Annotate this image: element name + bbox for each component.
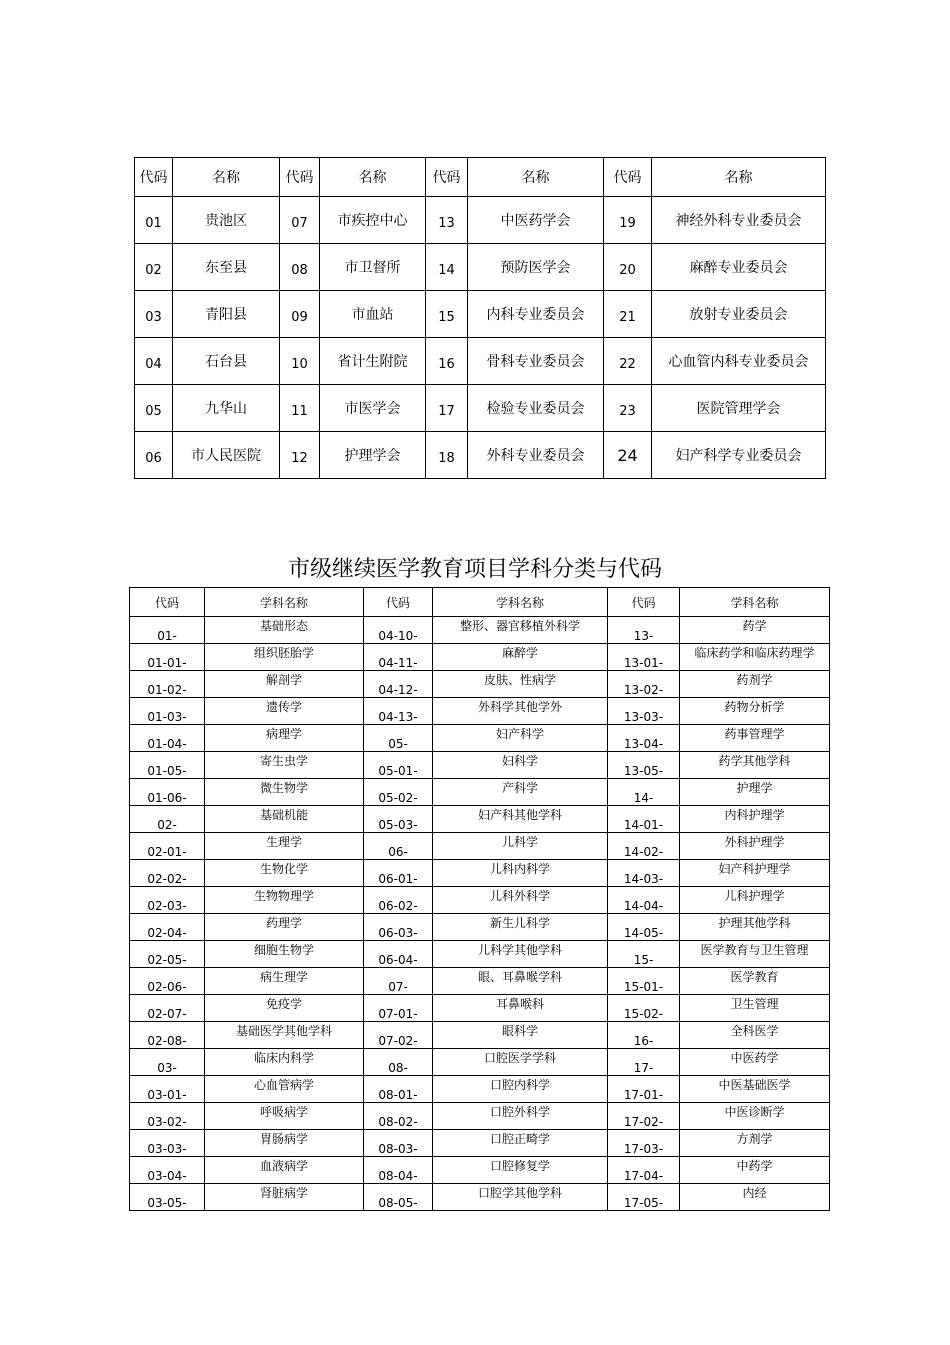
- code-cell: 03-03-: [130, 1130, 205, 1157]
- name-cell: 妇产科学专业委员会: [652, 432, 826, 479]
- subject-name-cell: 内经: [680, 1184, 830, 1211]
- subject-name-cell: 中药学: [680, 1157, 830, 1184]
- subject-name-cell: 皮肤、性病学: [433, 671, 608, 698]
- name-cell: 省计生附院: [320, 338, 426, 385]
- table-header-row: [130, 588, 830, 617]
- subject-name-cell: 口腔正畸学: [433, 1130, 608, 1157]
- subject-name-cell: 药事管理学: [680, 725, 830, 752]
- name-cell: 中医药学会: [468, 197, 604, 244]
- code-cell: 02-08-: [130, 1022, 205, 1049]
- code-cell: 02-05-: [130, 941, 205, 968]
- subject-name-cell: 产科学: [433, 779, 608, 806]
- code-cell: 04-12-: [364, 671, 433, 698]
- subject-name-cell: 血液病学: [205, 1157, 364, 1184]
- code-cell: 16: [426, 338, 468, 385]
- code-cell: 04: [135, 338, 173, 385]
- code-cell: 05: [135, 385, 173, 432]
- subject-name-cell: 医学教育: [680, 968, 830, 995]
- code-cell: 08-03-: [364, 1130, 433, 1157]
- table-row: [130, 1076, 830, 1103]
- subject-name-cell: 口腔修复学: [433, 1157, 608, 1184]
- code-cell: 01-06-: [130, 779, 205, 806]
- code-cell: 05-03-: [364, 806, 433, 833]
- name-cell: 预防医学会: [468, 244, 604, 291]
- subject-name-cell: 寄生虫学: [205, 752, 364, 779]
- subject-name-cell: 医学教育与卫生管理: [680, 941, 830, 968]
- name-cell: 青阳县: [173, 291, 280, 338]
- code-cell: 20: [604, 244, 652, 291]
- code-cell: 24: [604, 432, 652, 479]
- subject-name-cell: 儿科学: [433, 833, 608, 860]
- code-cell: 06-01-: [364, 860, 433, 887]
- table-row: [130, 671, 830, 698]
- subject-name-cell: 麻醉学: [433, 644, 608, 671]
- unit-code-table: [134, 157, 826, 479]
- code-cell: 08-05-: [364, 1184, 433, 1211]
- code-cell: 17-01-: [608, 1076, 680, 1103]
- subject-name-cell: 呼吸病学: [205, 1103, 364, 1130]
- page-title: 市级继续医学教育项目学科分类与代码: [287, 557, 662, 582]
- code-cell: 13-: [608, 617, 680, 644]
- subject-name-cell: 中医药学: [680, 1049, 830, 1076]
- table-row: [135, 385, 826, 432]
- subject-name-cell: 妇产科护理学: [680, 860, 830, 887]
- table-row: [130, 860, 830, 887]
- subject-name-cell: 药学: [680, 617, 830, 644]
- code-cell: 03-01-: [130, 1076, 205, 1103]
- subject-name-cell: 生物化学: [205, 860, 364, 887]
- header-cell: 名称: [652, 158, 826, 197]
- subject-name-cell: 肾脏病学: [205, 1184, 364, 1211]
- code-cell: 15-02-: [608, 995, 680, 1022]
- code-cell: 01-01-: [130, 644, 205, 671]
- name-cell: 骨科专业委员会: [468, 338, 604, 385]
- table-row: [130, 644, 830, 671]
- subject-name-cell: 妇产科学: [433, 725, 608, 752]
- table-row: [130, 1022, 830, 1049]
- subject-name-cell: 儿科学其他学科: [433, 941, 608, 968]
- header-cell: 名称: [320, 158, 426, 197]
- code-cell: 13-05-: [608, 752, 680, 779]
- table-row: [135, 432, 826, 479]
- code-cell: 01-: [130, 617, 205, 644]
- code-cell: 10: [280, 338, 320, 385]
- table-row: [130, 941, 830, 968]
- name-cell: 九华山: [173, 385, 280, 432]
- subject-name-cell: 卫生管理: [680, 995, 830, 1022]
- subject-name-cell: 胃肠病学: [205, 1130, 364, 1157]
- subject-name-cell: 整形、器官移植外科学: [433, 617, 608, 644]
- code-cell: 17-05-: [608, 1184, 680, 1211]
- code-cell: 02-: [130, 806, 205, 833]
- name-cell: 市人民医院: [173, 432, 280, 479]
- header-cell: 名称: [173, 158, 280, 197]
- code-cell: 03-02-: [130, 1103, 205, 1130]
- code-cell: 13-02-: [608, 671, 680, 698]
- name-cell: 外科专业委员会: [468, 432, 604, 479]
- code-cell: 07: [280, 197, 320, 244]
- code-cell: 01-03-: [130, 698, 205, 725]
- code-cell: 13-04-: [608, 725, 680, 752]
- name-cell: 医院管理学会: [652, 385, 826, 432]
- subject-name-cell: 眼、耳鼻喉学科: [433, 968, 608, 995]
- subject-name-cell: 基础形态: [205, 617, 364, 644]
- subject-name-cell: 药剂学: [680, 671, 830, 698]
- table-row: [135, 197, 826, 244]
- code-cell: 14-04-: [608, 887, 680, 914]
- code-cell: 14-: [608, 779, 680, 806]
- subject-name-cell: 免疫学: [205, 995, 364, 1022]
- code-cell: 02-07-: [130, 995, 205, 1022]
- code-cell: 11: [280, 385, 320, 432]
- code-cell: 18: [426, 432, 468, 479]
- subject-name-cell: 妇科学: [433, 752, 608, 779]
- header-cell: 学科名称: [680, 588, 830, 617]
- header-cell: 代码: [280, 158, 320, 197]
- code-cell: 17-02-: [608, 1103, 680, 1130]
- code-cell: 06-04-: [364, 941, 433, 968]
- subject-name-cell: 内科护理学: [680, 806, 830, 833]
- code-cell: 07-02-: [364, 1022, 433, 1049]
- subject-name-cell: 中医诊断学: [680, 1103, 830, 1130]
- code-cell: 03-04-: [130, 1157, 205, 1184]
- code-cell: 07-: [364, 968, 433, 995]
- code-cell: 06-02-: [364, 887, 433, 914]
- code-cell: 04-11-: [364, 644, 433, 671]
- table-row: [130, 914, 830, 941]
- subject-code-table: [129, 587, 830, 1211]
- name-cell: 检验专业委员会: [468, 385, 604, 432]
- table-row: [130, 752, 830, 779]
- code-cell: 17-04-: [608, 1157, 680, 1184]
- name-cell: 市血站: [320, 291, 426, 338]
- subject-name-cell: 外科学其他学外: [433, 698, 608, 725]
- table-row: [130, 995, 830, 1022]
- code-cell: 07-01-: [364, 995, 433, 1022]
- code-cell: 15-01-: [608, 968, 680, 995]
- code-cell: 08-: [364, 1049, 433, 1076]
- code-cell: 13: [426, 197, 468, 244]
- table-row: [130, 1103, 830, 1130]
- name-cell: 东至县: [173, 244, 280, 291]
- name-cell: 市医学会: [320, 385, 426, 432]
- subject-name-cell: 病生理学: [205, 968, 364, 995]
- code-cell: 14-03-: [608, 860, 680, 887]
- code-cell: 06-03-: [364, 914, 433, 941]
- code-cell: 05-: [364, 725, 433, 752]
- subject-name-cell: 口腔内科学: [433, 1076, 608, 1103]
- code-cell: 23: [604, 385, 652, 432]
- name-cell: 市疾控中心: [320, 197, 426, 244]
- subject-name-cell: 儿科外科学: [433, 887, 608, 914]
- code-cell: 08-01-: [364, 1076, 433, 1103]
- code-cell: 02-06-: [130, 968, 205, 995]
- subject-name-cell: 儿科护理学: [680, 887, 830, 914]
- code-cell: 17-: [608, 1049, 680, 1076]
- table-row: [130, 806, 830, 833]
- subject-name-cell: 药理学: [205, 914, 364, 941]
- header-cell: 代码: [604, 158, 652, 197]
- subject-name-cell: 口腔医学学科: [433, 1049, 608, 1076]
- code-cell: 15-: [608, 941, 680, 968]
- code-cell: 17: [426, 385, 468, 432]
- subject-name-cell: 方剂学: [680, 1130, 830, 1157]
- code-cell: 03-05-: [130, 1184, 205, 1211]
- code-cell: 14-05-: [608, 914, 680, 941]
- name-cell: 贵池区: [173, 197, 280, 244]
- name-cell: 石台县: [173, 338, 280, 385]
- code-cell: 22: [604, 338, 652, 385]
- subject-name-cell: 药物分析学: [680, 698, 830, 725]
- subject-name-cell: 生理学: [205, 833, 364, 860]
- subject-name-cell: 口腔学其他学科: [433, 1184, 608, 1211]
- table-row: [130, 698, 830, 725]
- table-row: [130, 1157, 830, 1184]
- table-row: [130, 1184, 830, 1211]
- subject-name-cell: 眼科学: [433, 1022, 608, 1049]
- subject-name-cell: 新生儿科学: [433, 914, 608, 941]
- subject-name-cell: 微生物学: [205, 779, 364, 806]
- code-cell: 02-02-: [130, 860, 205, 887]
- code-cell: 13-03-: [608, 698, 680, 725]
- table-row: [130, 1049, 830, 1076]
- code-cell: 01-02-: [130, 671, 205, 698]
- code-cell: 13-01-: [608, 644, 680, 671]
- subject-name-cell: 组织胚胎学: [205, 644, 364, 671]
- subject-name-cell: 遗传学: [205, 698, 364, 725]
- table-row: [130, 617, 830, 644]
- code-cell: 04-13-: [364, 698, 433, 725]
- code-cell: 14-01-: [608, 806, 680, 833]
- subject-name-cell: 药学其他学科: [680, 752, 830, 779]
- code-cell: 21: [604, 291, 652, 338]
- code-cell: 08-02-: [364, 1103, 433, 1130]
- subject-name-cell: 妇产科其他学科: [433, 806, 608, 833]
- subject-name-cell: 临床药学和临床药理学: [680, 644, 830, 671]
- table-row: [130, 779, 830, 806]
- code-cell: 14-02-: [608, 833, 680, 860]
- code-cell: 08-04-: [364, 1157, 433, 1184]
- name-cell: 心血管内科专业委员会: [652, 338, 826, 385]
- code-cell: 17-03-: [608, 1130, 680, 1157]
- code-cell: 14: [426, 244, 468, 291]
- subject-name-cell: 心血管病学: [205, 1076, 364, 1103]
- table-row: [130, 725, 830, 752]
- name-cell: 内科专业委员会: [468, 291, 604, 338]
- table-row: [135, 244, 826, 291]
- subject-name-cell: 耳鼻喉科: [433, 995, 608, 1022]
- subject-name-cell: 中医基础医学: [680, 1076, 830, 1103]
- header-cell: 学科名称: [433, 588, 608, 617]
- subject-name-cell: 基础医学其他学科: [205, 1022, 364, 1049]
- code-cell: 03-: [130, 1049, 205, 1076]
- code-cell: 02-03-: [130, 887, 205, 914]
- table-row: [135, 291, 826, 338]
- subject-name-cell: 基础机能: [205, 806, 364, 833]
- name-cell: 神经外科专业委员会: [652, 197, 826, 244]
- subject-name-cell: 外科护理学: [680, 833, 830, 860]
- code-cell: 06: [135, 432, 173, 479]
- code-cell: 01: [135, 197, 173, 244]
- code-cell: 04-10-: [364, 617, 433, 644]
- subject-name-cell: 解剖学: [205, 671, 364, 698]
- code-cell: 05-01-: [364, 752, 433, 779]
- name-cell: 护理学会: [320, 432, 426, 479]
- code-cell: 09: [280, 291, 320, 338]
- name-cell: 麻醉专业委员会: [652, 244, 826, 291]
- table-row: [135, 338, 826, 385]
- table-row: [130, 833, 830, 860]
- table-row: [130, 968, 830, 995]
- code-cell: 08: [280, 244, 320, 291]
- header-cell: 名称: [468, 158, 604, 197]
- subject-name-cell: 病理学: [205, 725, 364, 752]
- table-row: [130, 887, 830, 914]
- subject-name-cell: 儿科内科学: [433, 860, 608, 887]
- header-cell: 代码: [130, 588, 205, 617]
- subject-name-cell: 护理其他学科: [680, 914, 830, 941]
- header-cell: 代码: [426, 158, 468, 197]
- table-row: [130, 1130, 830, 1157]
- subject-name-cell: 全科医学: [680, 1022, 830, 1049]
- code-cell: 01-04-: [130, 725, 205, 752]
- code-cell: 03: [135, 291, 173, 338]
- header-cell: 代码: [364, 588, 433, 617]
- code-cell: 05-02-: [364, 779, 433, 806]
- header-cell: 代码: [135, 158, 173, 197]
- subject-name-cell: 护理学: [680, 779, 830, 806]
- code-cell: 12: [280, 432, 320, 479]
- code-cell: 06-: [364, 833, 433, 860]
- subject-name-cell: 细胞生物学: [205, 941, 364, 968]
- table-header-row: [135, 158, 826, 197]
- name-cell: 放射专业委员会: [652, 291, 826, 338]
- code-cell: 16-: [608, 1022, 680, 1049]
- code-cell: 02-04-: [130, 914, 205, 941]
- subject-name-cell: 生物物理学: [205, 887, 364, 914]
- header-cell: 学科名称: [205, 588, 364, 617]
- code-cell: 02-01-: [130, 833, 205, 860]
- code-cell: 19: [604, 197, 652, 244]
- code-cell: 01-05-: [130, 752, 205, 779]
- subject-name-cell: 临床内科学: [205, 1049, 364, 1076]
- subject-name-cell: 口腔外科学: [433, 1103, 608, 1130]
- code-cell: 02: [135, 244, 173, 291]
- name-cell: 市卫督所: [320, 244, 426, 291]
- header-cell: 代码: [608, 588, 680, 617]
- code-cell: 15: [426, 291, 468, 338]
